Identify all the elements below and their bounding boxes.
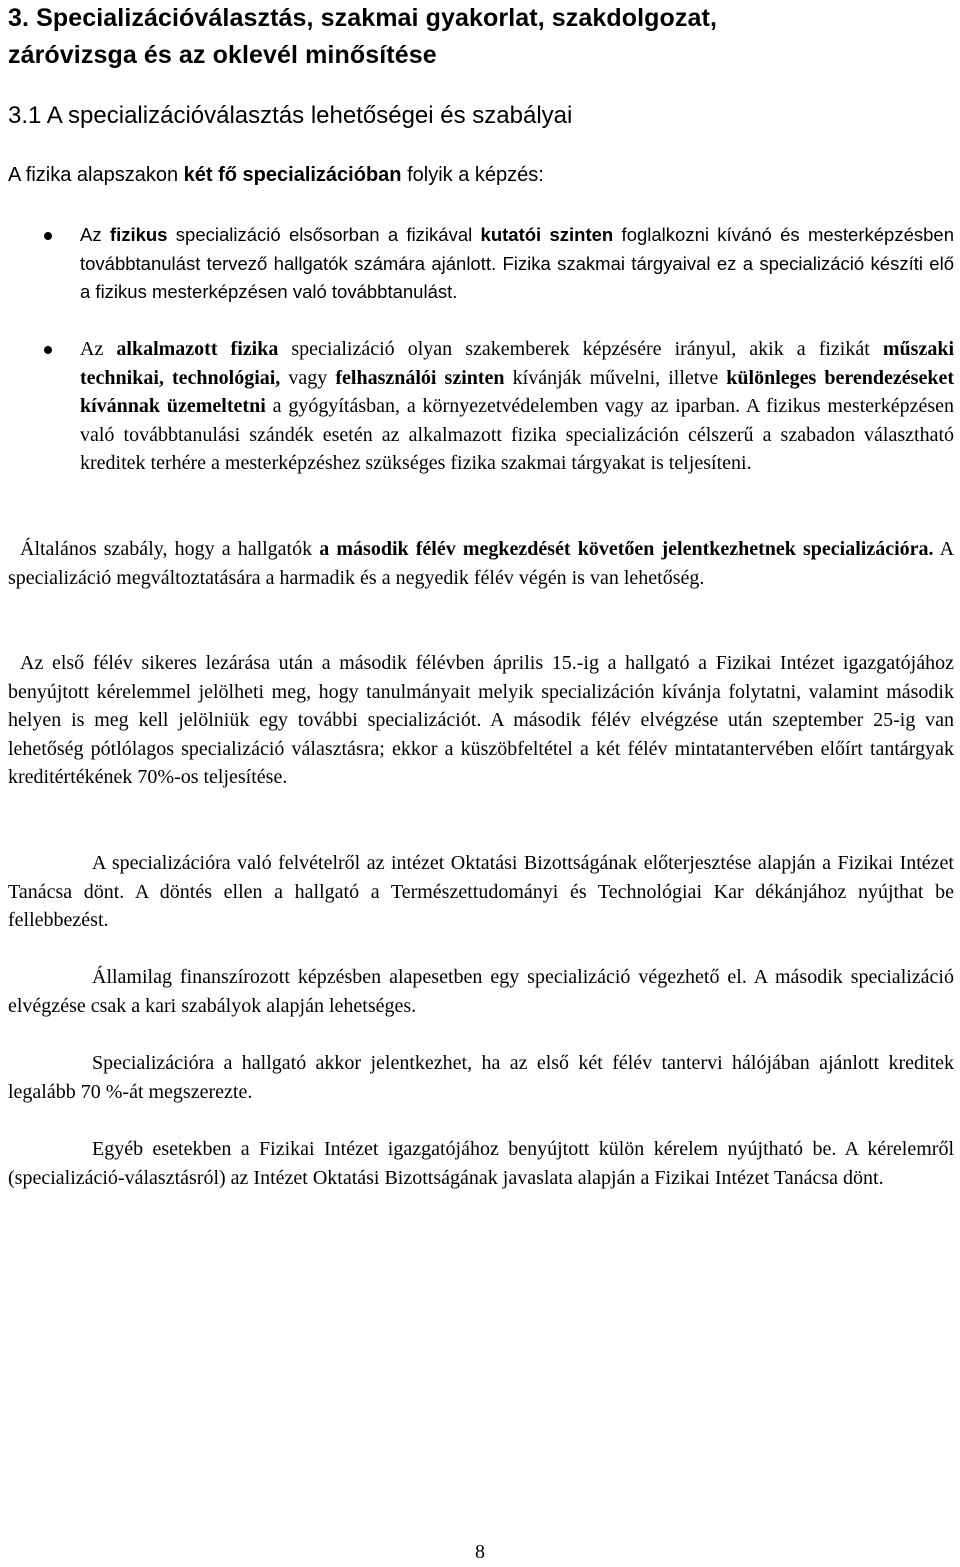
- list-item-alkalmazott-fizika: [80, 335, 954, 478]
- bullet-text: specializáció olyan szakemberek képzésére irányul, akik a fizikát: [278, 338, 883, 360]
- list-item-fizikus: [80, 221, 954, 307]
- bullet-bold: kutatói szinten: [480, 224, 614, 245]
- lead-paragraph: [8, 161, 544, 189]
- paragraph-general-rule: [8, 535, 954, 592]
- bullet-text: specializáció elsősorban a fizikával: [167, 224, 481, 245]
- bullet-text: Az: [80, 224, 110, 245]
- paragraph-bold: a második félév megkezdését követően jelentkezhetnek specializációra.: [319, 538, 934, 560]
- chapter-title-line2: záróvizsga és az oklevél minősítése: [8, 41, 437, 69]
- lead-text-1: A fizika alapszakon: [8, 164, 184, 186]
- bullet-bold: műszaki technikai, technológiai,: [80, 338, 954, 389]
- bullet-bold: különleges berendezéseket kívánnak üzemeltetni: [80, 366, 954, 417]
- lead-bold-1: két fő specializációban: [183, 164, 402, 186]
- paragraph-state-funded: Államilag finanszírozott képzésben alapesetben egy specializáció végezhető el. A második specializáció elvégzése csak a kari szabályok alapján lehetséges.: [8, 966, 954, 1017]
- paragraph-application-deadline: Az első félév sikeres lezárása után a második félévben április 15.-ig a hallgató a Fizikai Intézet igazgatójához benyújtott kérelemmel jelölheti meg, hogy tanulmányait melyik specializáción kívánja folytatni, valamint második helyen is meg kell jelölniük egy további specializációt. A második félév elvégzése után szeptember 25-ig van lehetőség pótlólagos specializáció választásra; ekkor a küszöbfeltétel a két félév mintatantervében előírt tantárgyak kreditértékének 70%-os teljesítése.: [8, 652, 954, 788]
- chapter-title-line1: 3. Specializációválasztás, szakmai gyakorlat, szakdolgozat,: [8, 4, 718, 32]
- paragraph-text: Általános szabály, hogy a hallgatók: [20, 538, 320, 560]
- paragraph-other-cases: Egyéb esetekben a Fizikai Intézet igazgatójához benyújtott külön kérelem nyújtható be. A kérelemről (specializáció-választásról) az Intézet Oktatási Bizottságának javaslata alapján a Fizikai Intézet Tanácsa dönt.: [8, 1138, 954, 1189]
- paragraph-admission-decision: A specializációra való felvételről az intézet Oktatási Bizottságának előterjesztése alapján a Fizikai Intézet Tanácsa dönt. A döntés ellen a hallgató a Természettudományi és Technológiai Kar dékánjához nyújthat be fellebbezést.: [8, 852, 954, 931]
- lead-text-2: folyik a képzés:: [401, 164, 544, 186]
- bullet-text: a gyógyításban, a környezetvédelemben vagy az iparban. A fizikus mesterképzésen való továbbtanulási szándék esetén az alkalmazott fizika specializáción célszerű a szabadon választható kreditek terhére a mesterképzéshez szükséges fizika szakmai tárgyakat is teljesíteni.: [80, 395, 954, 474]
- bullet-text: foglalkozni kívánó és mesterképzésben továbbtanulást tervező hallgatók számára ajánlott. Fizika szakmai tárgyaival ez a specializáció készíti elő a fizikus mesterképzésen való továbbtanulást.: [80, 224, 954, 302]
- bullet-bold: alkalmazott fizika: [116, 338, 279, 360]
- bullet-icon: [44, 232, 52, 240]
- bullet-text: vagy: [280, 366, 336, 389]
- page-number: 8: [475, 1541, 485, 1563]
- bullet-bold: fizikus: [109, 224, 168, 245]
- section-title: 3.1 A specializációválasztás lehetőségei és szabályai: [8, 102, 573, 129]
- bullet-icon: [44, 346, 52, 354]
- paragraph-eligibility: Specializációra a hallgató akkor jelentkezhet, ha az első két félév tantervi hálójában ajánlott kreditek legalább 70 %-át megszerezte.: [8, 1052, 954, 1103]
- bullet-text: kívánják művelni, illetve: [504, 366, 727, 389]
- bullet-bold: felhasználói szinten: [335, 366, 505, 389]
- bullet-text: Az: [80, 338, 117, 360]
- chapter-title: [8, 0, 948, 74]
- paragraph-text: A specializáció megváltoztatására a harmadik és a negyedik félév végén is van lehetőség.: [8, 538, 955, 589]
